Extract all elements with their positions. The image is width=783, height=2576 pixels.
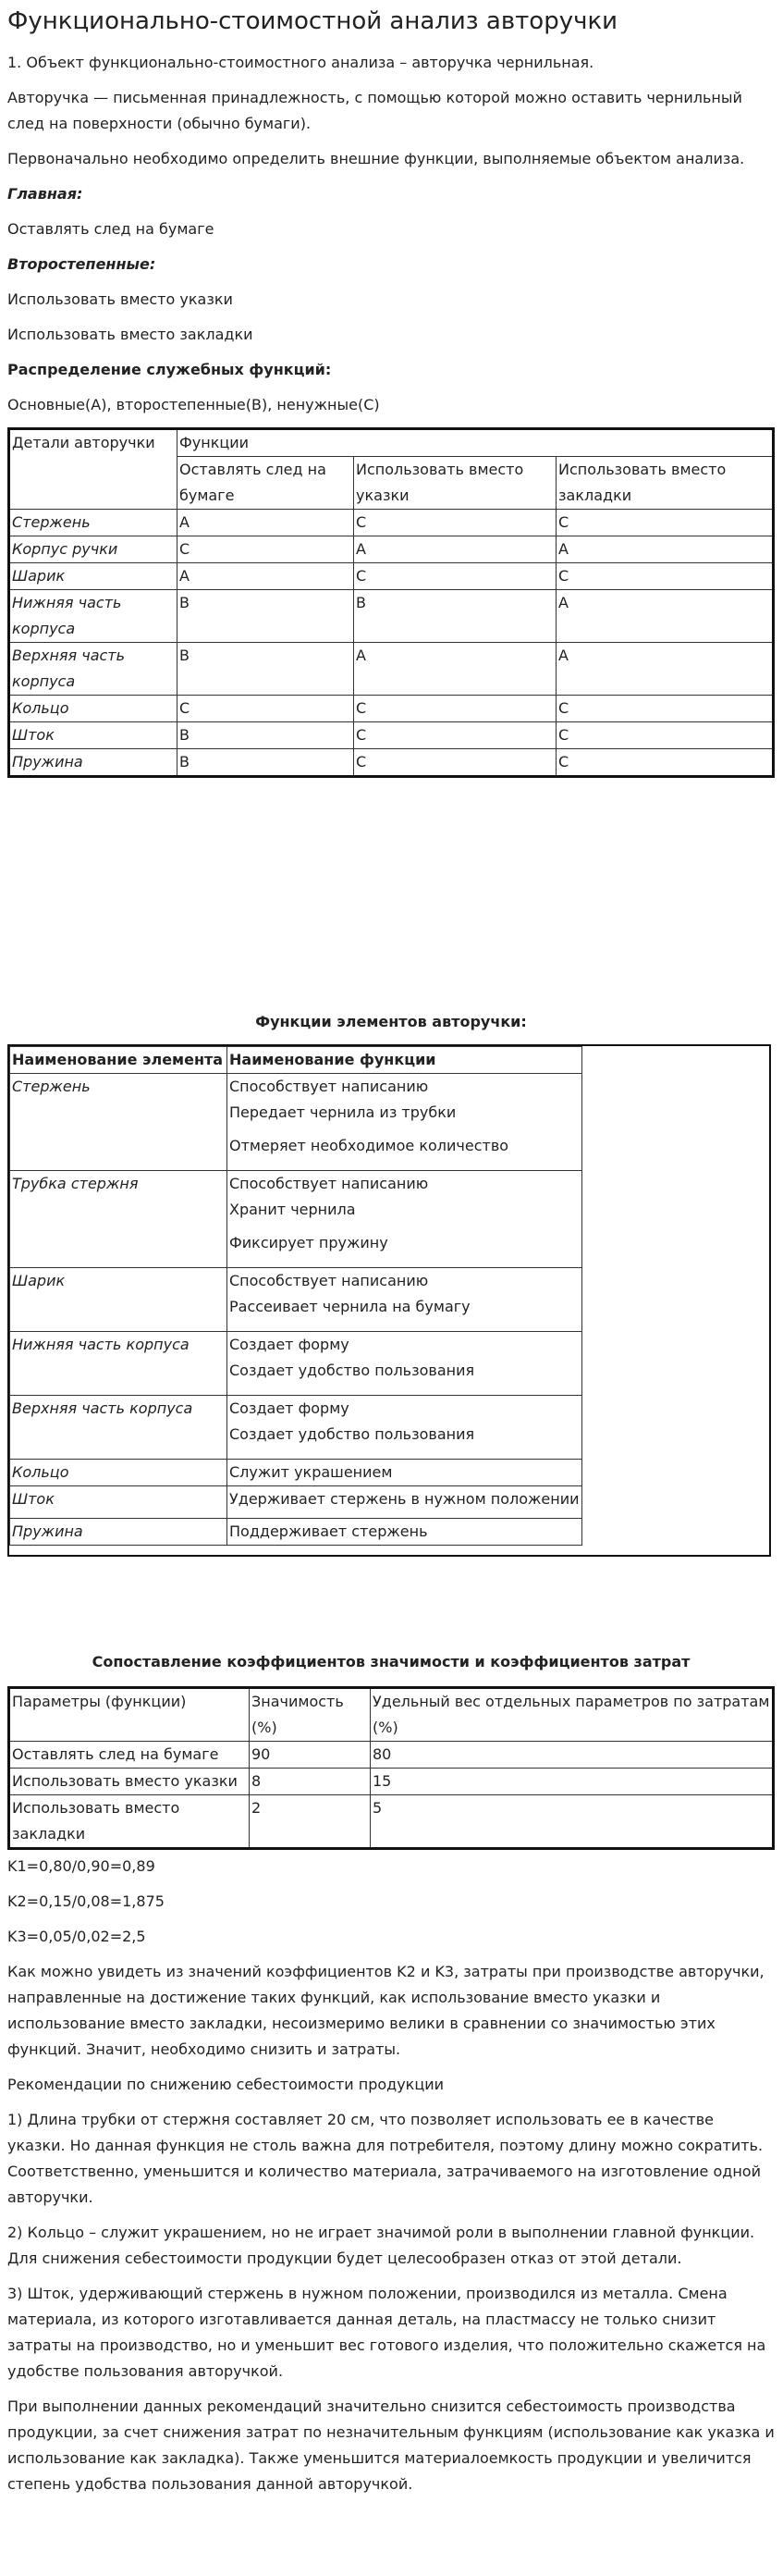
table-row: Нижняя часть корпуса Создает форму Создает удобство пользования — [10, 1332, 582, 1396]
header-parts: Детали авторучки — [9, 429, 177, 510]
table-row: Стержень Способствует написанию Передает чернила из трубки Отмеряет необходимое количество — [10, 1074, 582, 1171]
distribution-label: Распределение служебных функций: — [7, 361, 332, 378]
intro-1: 1. Объект функционально-стоимостного анализа – авторучка чернильная. — [7, 54, 594, 71]
table3-title: Сопоставление коэффициентов значимости и коэффициентов затрат — [92, 1653, 691, 1670]
secondary-function-1: Использовать вместо указки — [7, 290, 233, 308]
main-function: Оставлять след на бумаге — [7, 220, 214, 238]
secondary-function-2: Использовать вместо закладки — [7, 326, 253, 343]
formula-k3: K3=0,05/0,02=2,5 — [7, 1928, 146, 1945]
table-row: Использовать вместо закладки 2 5 — [9, 1795, 774, 1849]
table2-title: Функции элементов авторучки: — [255, 1013, 527, 1030]
header-element: Наименование элемента — [10, 1047, 227, 1074]
table-row: Верхняя часть корпуса Создает форму Создает удобство пользования — [10, 1396, 582, 1460]
element-functions-table — [9, 1046, 582, 1546]
recommendation-1: 1) Длина трубки от стержня составляет 20 см, что позволяет использовать ее в качестве указки. Но данная функция не столь важна для потребителя, поэтому длину можно сократить. Соответственно, уменьшится и количество материала, затрачиваемого на изготовление одной авторучки. — [7, 2111, 764, 2206]
table-row: Трубка стержня Способствует написанию Хранит чернила Фиксирует пружину — [10, 1171, 582, 1268]
table2-frame — [7, 1044, 771, 1557]
table-row: Пружина B C C — [9, 749, 774, 777]
table-row: Оставлять след на бумаге 90 80 — [9, 1742, 774, 1769]
table-row: Верхняя часть корпуса B A A — [9, 643, 774, 696]
formula-k2: K2=0,15/0,08=1,875 — [7, 1892, 165, 1910]
intro-3: Первоначально необходимо определить внешние функции, выполняемые объектом анализа. — [7, 150, 745, 167]
distribution-legend: Основные(A), второстепенные(B), ненужные(C) — [7, 396, 380, 413]
recommendations-title: Рекомендации по снижению себестоимости продукции — [7, 2076, 445, 2093]
table-row: Использовать вместо указки 8 15 — [9, 1769, 774, 1795]
table-row: Стержень A C C — [9, 510, 774, 536]
table-row: Шток B C C — [9, 722, 774, 749]
table-row: Корпус ручки C A A — [9, 536, 774, 563]
document — [7, 0, 775, 2507]
header-functions: Функции — [177, 429, 774, 457]
page-title: Функционально-стоимостной анализ авторучки — [7, 7, 618, 35]
header-function: Наименование функции — [227, 1047, 582, 1074]
coefficients-table — [7, 1686, 775, 1850]
header-col: Оставлять след на бумаге — [177, 457, 354, 510]
secondary-label: Второстепенные: — [7, 255, 156, 273]
final-paragraph: При выполнении данных рекомендаций значительно снизится себестоимость производства продукции, за счет снижения затрат по незначительным функциям (использование как указка и использование как закладка). Также уменьшится материалоемкость продукции и увеличится степень удобства пользования данной авторучкой. — [7, 2397, 775, 2493]
table-row: Шток Удерживает стержень в нужном положении — [10, 1486, 582, 1519]
recommendation-3: 3) Шток, удерживающий стержень в нужном положении, производился из металла. Смена материала, из которого изготавливается данная деталь, на пластмассу не только снизит затраты на производство, но и уменьшит вес готового изделия, что положительно скажется на удобстве пользования авторучкой. — [7, 2285, 766, 2380]
functions-distribution-table — [7, 427, 775, 778]
intro-2: Авторучка — письменная принадлежность, с помощью которой можно оставить чернильный след на поверхности (обычно бумаги). — [7, 89, 742, 132]
table-row: Шарик Способствует написанию Рассеивает чернила на бумагу — [10, 1268, 582, 1332]
header-cost-share: Удельный вес отдельных параметров по затратам (%) — [371, 1688, 774, 1742]
conclusion: Как можно увидеть из значений коэффициентов K2 и K3, затраты при производстве авторучки, направленные на достижение таких функций, как использование вместо указки и использование вместо закладки, несоизмеримо велики в сравнении со значимостью этих функций. Значит, необходимо снизить и затраты. — [7, 1963, 765, 2058]
table-row: Кольцо C C C — [9, 696, 774, 722]
spacer — [7, 1557, 775, 1649]
formula-k1: K1=0,80/0,90=0,89 — [7, 1857, 155, 1875]
header-col: Использовать вместо указки — [354, 457, 557, 510]
table-row: Кольцо Служит украшением — [10, 1460, 582, 1486]
spacer — [7, 778, 775, 1009]
header-col: Использовать вместо закладки — [557, 457, 774, 510]
header-params: Параметры (функции) — [9, 1688, 250, 1742]
header-significance: Значимость (%) — [250, 1688, 371, 1742]
recommendation-2: 2) Кольцо – служит украшением, но не играет значимой роли в выполнении главной функции. Для снижения себестоимости продукции будет целесообразен отказ от этой детали. — [7, 2224, 755, 2267]
table-row: Пружина Поддерживает стержень — [10, 1519, 582, 1546]
table-row: Нижняя часть корпуса B B A — [9, 590, 774, 643]
main-label: Главная: — [7, 185, 83, 203]
table-row: Шарик A C C — [9, 563, 774, 590]
